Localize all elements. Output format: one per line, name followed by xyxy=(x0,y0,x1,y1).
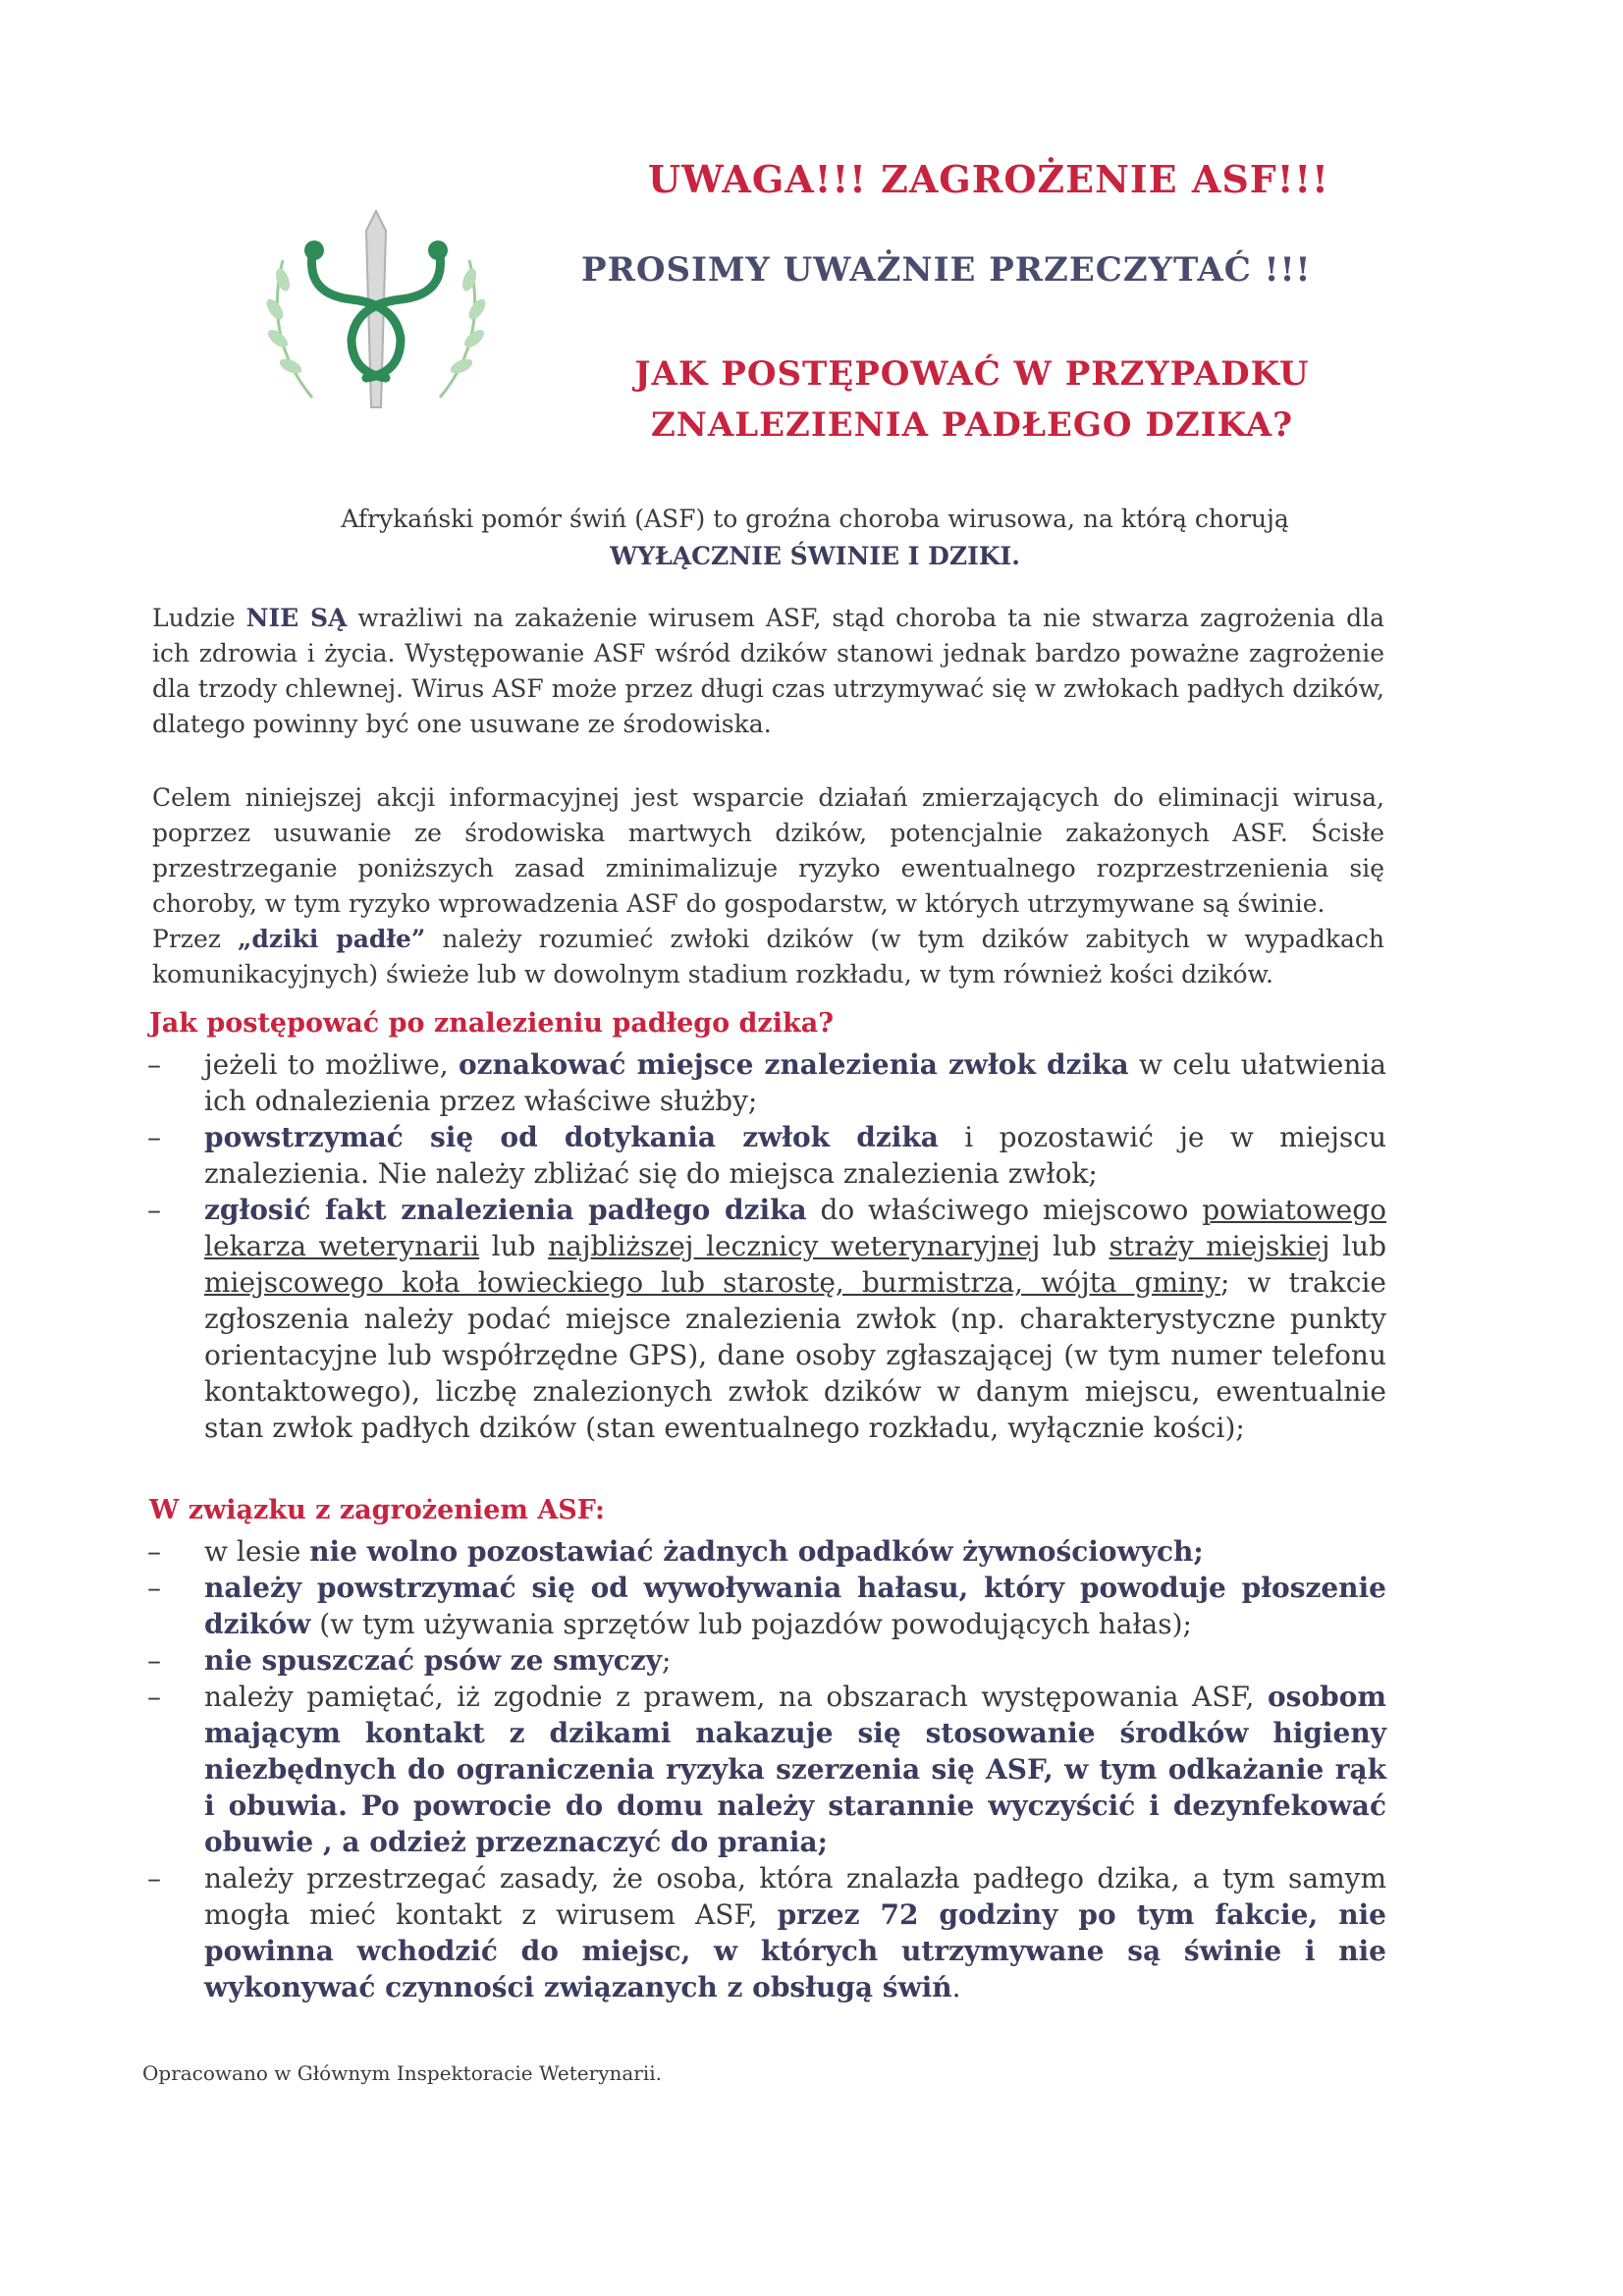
item-bold: zgłosić fakt znalezienia padłego dzika xyxy=(204,1194,807,1226)
intro-paragraph xyxy=(177,501,1453,575)
section-2-list xyxy=(147,1533,1386,2005)
item-bold: osobom mającym kontakt z dzikami nakazuje się stosowanie środków higieny niezbędnych do ograniczenia ryzyka szerzenia się ASF, w tym odkażanie rąk i obuwia. Po powrocie do domu należy starannie wyczyścić i dezynfekować obuwie , a odzież przeznaczyć do prania; xyxy=(204,1681,1386,1858)
list-item xyxy=(147,1533,1386,1570)
item-bold: oznakować miejsce znalezienia zwłok dzika xyxy=(458,1048,1129,1081)
para2-text-b: Przez xyxy=(152,925,239,953)
item-bold: nie spuszczać psów ze smyczy xyxy=(204,1644,663,1677)
item-underlined: straży miejskiej xyxy=(1109,1230,1330,1262)
para1-text-a: Ludzie xyxy=(152,604,246,632)
list-item xyxy=(147,1642,1386,1679)
para2-text-c: należy rozumieć zwłoki dzików (w tym dzików zabitych w wypadkach komunikacyjnych) świeże lub w dowolnym stadium rozkładu, w tym również kości dzików. xyxy=(152,925,1384,988)
list-item xyxy=(147,1192,1386,1446)
item-underlined: miejscowego koła łowieckiego lub starostę, burmistrza, wójta gminy xyxy=(204,1266,1220,1299)
item-text: lub xyxy=(1329,1230,1387,1262)
item-bold: nie wolno pozostawiać żadnych odpadków żywnościowych; xyxy=(309,1535,1204,1568)
item-underlined: najbliższej lecznicy weterynaryjnej xyxy=(548,1230,1041,1262)
intro-text: Afrykański pomór świń (ASF) to groźna choroba wirusowa, na którą chorują xyxy=(341,505,1289,533)
item-text: . xyxy=(951,1971,961,2003)
item-text: do właściwego miejscowo xyxy=(806,1194,1203,1226)
item-text: (w tym używania sprzętów lub pojazdów powodujących hałas); xyxy=(310,1608,1192,1640)
item-text: jeżeli to możliwe, xyxy=(204,1048,459,1081)
para2-definition xyxy=(152,922,1384,992)
para2-text-a: Celem niniejszej akcji informacyjnej jest wsparcie działań zmierzających do eliminacji wirusa, poprzez usuwanie ze środowiska martwych dzików, potencjalnie zakażonych ASF. Ścisłe przestrzeganie poniższych zasad zminimalizuje ryzyko ewentualnego rozprzestrzenienia się choroby, w tym ryzyko wprowadzenia ASF do gospodarstw, w których utrzymywane są świnie. xyxy=(152,783,1384,918)
paragraph-1 xyxy=(152,601,1384,742)
item-text: należy pamiętać, iż zgodnie z prawem, na obszarach występowania ASF, xyxy=(204,1681,1268,1713)
main-question-line2: ZNALEZIENIA PADŁEGO DZIKA? xyxy=(650,405,1294,445)
item-underlined: powiatowego lekarza weterynarii xyxy=(204,1194,1387,1262)
footer-note: Opracowano w Głównym Inspektoracie Weterynarii. xyxy=(142,2061,663,2085)
para1-text-b: wrażliwi na zakażenie wirusem ASF, stąd choroba ta nie stwarza zagrożenia dla ich zdrowia i życia. Występowanie ASF wśród dzików stanowi jednak bardzo poważne zagrożenie dla trzody chlewnej. Wirus ASF może przez długi czas utrzymywać się w zwłokach padłych dzików, dlatego powinny być one usuwane ze środowiska. xyxy=(152,604,1384,738)
warning-heading: UWAGA!!! ZAGROŻENIE ASF!!! xyxy=(648,157,1329,201)
caduceus-wreath-icon xyxy=(253,201,499,427)
main-question-heading xyxy=(569,348,1375,451)
item-text: w celu ułatwienia ich odnalezienia przez właściwe służby; xyxy=(204,1048,1386,1117)
item-bold: należy powstrzymać się od wywoływania hałasu, który powoduje płoszenie dzików xyxy=(204,1572,1386,1640)
item-bold: powstrzymać się od dotykania zwłok dzika xyxy=(204,1121,939,1153)
item-text: w lesie xyxy=(204,1535,310,1568)
para1-bold: NIE SĄ xyxy=(245,604,348,632)
section-2-title: W związku z zagrożeniem ASF: xyxy=(149,1495,605,1525)
intro-bold: WYŁĄCZNIE ŚWINIE I DZIKI. xyxy=(610,542,1020,570)
read-carefully-heading: PROSIMY UWAŻNIE PRZECZYTAĆ !!! xyxy=(581,250,1312,290)
paragraph-2 xyxy=(152,780,1384,992)
list-item xyxy=(147,1119,1386,1192)
main-question-line1: JAK POSTĘPOWAĆ W PRZYPADKU xyxy=(634,354,1310,394)
list-item xyxy=(147,1570,1386,1642)
list-item xyxy=(147,1046,1386,1119)
item-bold: przez 72 godziny po tym fakcie, nie powinna wchodzić do miejsc, w których utrzymywane są świnie i nie wykonywać czynności związanych z obsługą świń xyxy=(204,1898,1386,2003)
item-text: lub xyxy=(1040,1230,1109,1262)
item-text: lub xyxy=(479,1230,549,1262)
item-text: należy przestrzegać zasady, że osoba, która znalazła padłego dzika, a tym samym mogła mieć kontakt z wirusem ASF, xyxy=(204,1862,1386,1931)
list-item xyxy=(147,1679,1386,1860)
section-1-list xyxy=(147,1046,1386,1446)
item-text: ; xyxy=(662,1644,672,1677)
item-text: ; w trakcie zgłoszenia należy podać miejsce znalezienia zwłok (np. charakterystyczne punkty orientacyjne lub współrzędne GPS), dane osoby zgłaszającej (w tym numer telefonu kontaktowego), liczbę znalezionych zwłok dzików w danym miejscu, ewentualnie stan zwłok padłych dzików (stan ewentualnego rozkładu, wyłącznie kości); xyxy=(204,1266,1386,1444)
item-text: i pozostawić je w miejscu znalezienia. Nie należy zbliżać się do miejsca znalezienia zwłok; xyxy=(204,1121,1387,1190)
para2-bold: „dziki padłe” xyxy=(238,925,426,953)
section-1-title: Jak postępować po znalezieniu padłego dzika? xyxy=(149,1008,835,1039)
list-item xyxy=(147,1860,1386,2005)
